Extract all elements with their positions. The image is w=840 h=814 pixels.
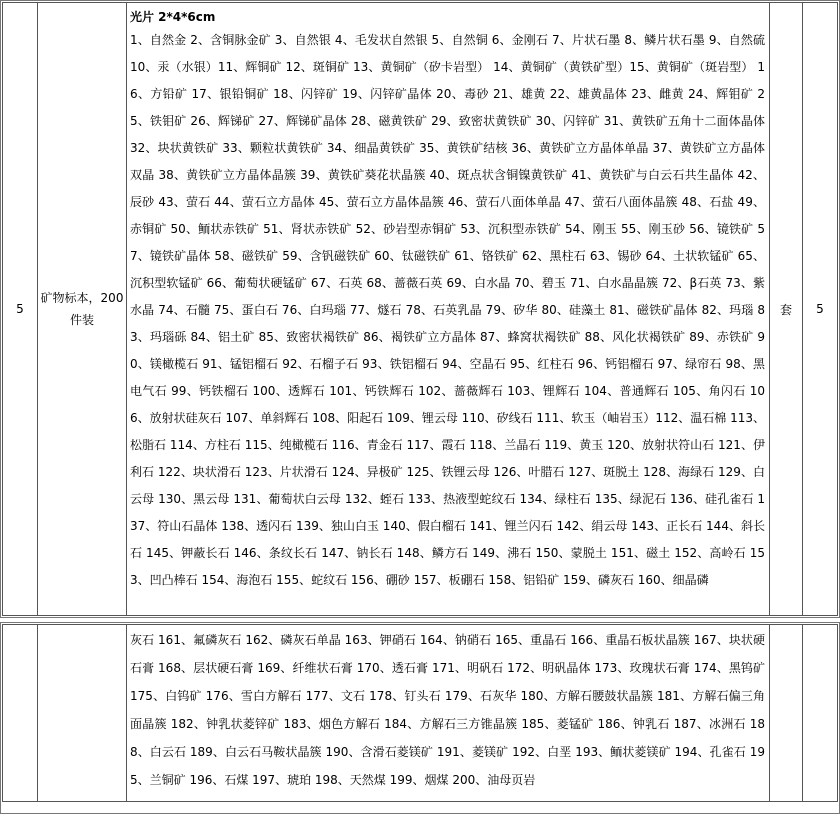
item-description (127, 3, 770, 616)
item-name-line1: 矿物标本，200 (40, 291, 124, 305)
spec-table-row2 (2, 624, 838, 802)
unit: 套 (770, 3, 803, 616)
description-text: 1、自然金 2、含铜脉金矿 3、自然银 4、毛发状自然银 5、自然铜 6、金刚石 7、片状石墨 8、鳞片状石墨 9、自然硫 10、汞（水银）11、辉铜矿 12、斑铜矿 13、黄铜矿（矽卡岩型） 14、黄铜矿（黄铁矿型）15、黄铜矿（斑岩型） 16、方铅矿 17、银铅铜矿 18、闪锌矿 19、闪锌矿晶体 20、毒砂 21、雄黄 22、雄黄晶体 23、雌黄 24、辉钼矿 25、铁钼矿 26、辉锑矿 27、辉锑矿晶体 28、磁黄铁矿 29、致密状黄铁矿 30、闪锌矿 31、黄铁矿五角十二面体晶体 32、块状黄铁矿 33、颗粒状黄铁矿 34、细晶黄铁矿 35、黄铁矿结核 36、黄铁矿立方晶体单晶 37、黄铁矿立方晶体双晶 38、黄铁矿立方晶体晶簇 39、黄铁矿葵花状晶簇 40、斑点状含铜镍黄铁矿 41、黄铁矿与白云石共生晶体 42、辰砂 43、萤石 44、萤石立方晶体 45、萤石立方晶体晶簇 46、萤石八面体单晶 47、萤石八面体晶簇 48、石盐 49、赤铜矿 50、鲕状赤铁矿 51、肾状赤铁矿 52、砂岩型赤铜矿 53、沉积型赤铁矿 54、刚玉 55、刚玉砂 56、镜铁矿 57、镜铁矿晶体 58、磁铁矿 59、含钒磁铁矿 60、钛磁铁矿 61、铬铁矿 62、黑柱石 63、锡砂 64、土状软锰矿 65、沉积型软锰矿 66、葡萄状硬锰矿 67、石英 68、蔷薇石英 69、白水晶 70、碧玉 71、白水晶晶簇 72、β石英 73、紫水晶 74、石髓 75、蛋白石 76、白玛瑙 77、燧石 78、石英乳晶 79、矽华 80、硅藻土 81、磁铁矿晶体 82、玛瑙 83、玛瑙砾 84、铝土矿 85、致密状褐铁矿 86、褐铁矿立方晶体 87、蜂窝状褐铁矿 88、风化状褐铁矿 89、赤铁矿 90、镁橄榄石 91、锰铝榴石 92、石榴子石 93、铁铝榴石 94、空晶石 95、红柱石 96、钙铝榴石 97、绿帘石 98、黑电气石 99、钙铁榴石 100、透辉石 101、钙铁辉石 102、蔷薇辉石 103、锂辉石 104、普通辉石 105、角闪石 106、放射状硅灰石 107、单斜辉石 108、阳起石 109、锂云母 110、矽线石 111、软玉（岫岩玉）112、温石棉 113、松脂石 114、方柱石 115、纯橄榄石 116、青金石 117、霞石 118、兰晶石 119、黄玉 120、放射状符山石 121、伊利石 122、块状滑石 123、片状滑石 124、异极矿 125、铁锂云母 126、叶腊石 127、斑脱土 128、海绿石 129、白云母 130、黑云母 131、葡萄状白云母 132、蛭石 133、热液型蛇纹石 134、绿柱石 135、绿泥石 136、硅孔雀石 137、符山石晶体 138、透闪石 139、独山白玉 140、假白榴石 141、锂兰闪石 142、绢云母 143、正长石 144、斜长石 145、钾蔽长石 146、条纹长石 147、钠长石 148、鳞方石 149、沸石 150、蒙脱土 151、磁土 152、高岭石 153、凹凸棒石 154、海泡石 155、蛇纹石 156、硼砂 157、板硼石 158、铝铅矿 159、磷灰石 160、细晶磷 (130, 33, 765, 587)
spec-table-row1 (2, 2, 838, 616)
item-description-continued (127, 625, 770, 802)
unit-cell-empty (770, 625, 803, 802)
name-cell-empty (38, 625, 127, 802)
quantity: 5 (803, 3, 838, 616)
seq-cell-empty (3, 625, 38, 802)
table-row (3, 625, 838, 802)
description-title: 光片 2*4*6cm (130, 10, 216, 24)
description-text-continued: 灰石 161、氟磷灰石 162、磷灰石单晶 163、钾硝石 164、钠硝石 165、重晶石 166、重晶石板状晶簇 167、块状硬石膏 168、层状硬石膏 169、纤维状石膏 170、透石膏 171、明矾石 172、明矾晶体 173、玫瑰状石膏 174、黑钨矿 175、白钨矿 176、雪白方解石 177、文石 178、钉头石 179、石灰华 180、方解石腰鼓状晶簇 181、方解石偏三角面晶簇 182、钟乳状菱锌矿 183、烟色方解石 184、方解石三方锥晶簇 185、菱锰矿 186、钟乳石 187、冰洲石 188、白云石 189、白云石马鞍状晶簇 190、含滑石菱镁矿 191、菱镁矿 192、白垩 193、鲕状菱镁矿 194、孔雀石 195、兰铜矿 196、石煤 197、琥珀 198、天然煤 199、烟煤 200、油母页岩 (130, 633, 765, 787)
seq-number: 5 (3, 3, 38, 616)
item-name (38, 3, 127, 616)
qty-cell-empty (803, 625, 838, 802)
item-name-line2: 件装 (69, 313, 94, 327)
table-row (3, 3, 838, 616)
